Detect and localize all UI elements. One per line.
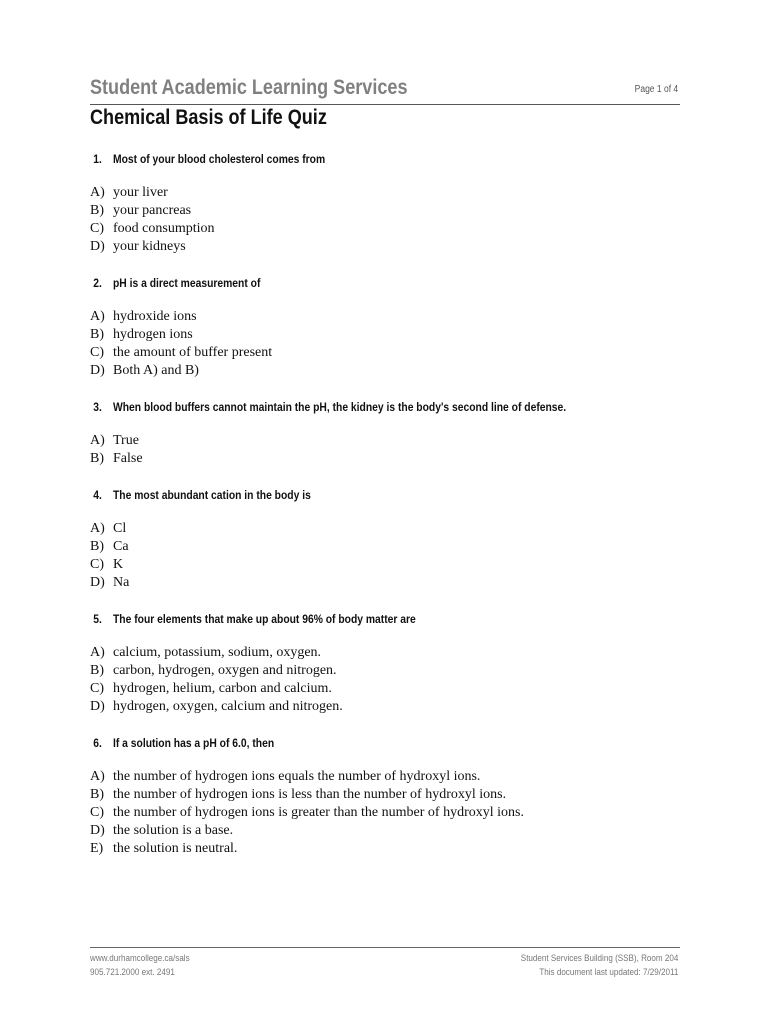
answer-option: [90, 663, 337, 679]
footer-website: www.durhamcollege.ca/sals: [90, 953, 190, 964]
option-text: the number of hydrogen ions is less than the number of hydroxyl ions.: [113, 787, 507, 802]
answer-option: [90, 787, 507, 803]
option-text: hydrogen, helium, carbon and calcium.: [113, 681, 332, 696]
option-letter: B): [90, 203, 104, 218]
answer-option: [90, 433, 139, 449]
answer-option: [90, 327, 193, 343]
option-letter: C): [90, 557, 104, 572]
footer-phone: 905.721.2000 ext. 2491: [90, 967, 175, 978]
question-text: [93, 736, 275, 750]
footer-info: [520, 952, 678, 980]
option-letter: B): [90, 787, 104, 802]
option-letter: C): [90, 805, 104, 820]
footer-location: Student Services Building (SSB), Room 204: [520, 953, 678, 964]
question-number: 1.: [93, 152, 102, 166]
option-text: K: [113, 557, 124, 572]
answer-option: [90, 805, 524, 821]
option-letter: B): [90, 663, 104, 678]
question-number: 2.: [93, 276, 102, 290]
answer-option: [90, 363, 199, 379]
option-letter: C): [90, 681, 104, 696]
answer-option: [90, 451, 143, 467]
answer-option: [90, 345, 273, 361]
option-letter: E): [90, 841, 104, 856]
question-prompt: Most of your blood cholesterol comes from: [113, 152, 326, 166]
option-text: Na: [113, 575, 130, 590]
option-text: the number of hydrogen ions equals the number of hydroxyl ions.: [113, 769, 481, 784]
question-prompt: When blood buffers cannot maintain the pH, the kidney is the body's second line of defense.: [113, 400, 567, 414]
option-text: False: [113, 451, 143, 466]
question-number: 6.: [93, 736, 102, 750]
answer-option: [90, 221, 215, 237]
answer-option: [90, 203, 192, 219]
document-title: Chemical Basis of Life Quiz: [90, 106, 327, 129]
footer-contact: [90, 952, 190, 980]
answer-option: [90, 309, 197, 325]
option-text: hydrogen, oxygen, calcium and nitrogen.: [113, 699, 343, 714]
option-letter: B): [90, 539, 104, 554]
option-text: the amount of buffer present: [113, 345, 273, 360]
option-text: your pancreas: [113, 203, 192, 218]
option-text: the number of hydrogen ions is greater than the number of hydroxyl ions.: [113, 805, 524, 820]
option-letter: D): [90, 575, 105, 590]
question-text: [93, 488, 311, 502]
option-text: your kidneys: [113, 239, 186, 254]
footer-updated: This document last updated: 7/29/2011: [538, 967, 678, 978]
page-footer: [90, 947, 680, 988]
answer-option: [90, 539, 129, 555]
option-letter: C): [90, 221, 104, 236]
answer-option: [90, 841, 238, 857]
option-text: Both A) and B): [113, 363, 199, 378]
answer-option: [90, 557, 124, 573]
option-letter: A): [90, 433, 105, 448]
option-letter: B): [90, 327, 104, 342]
question-text: [93, 152, 326, 166]
question-number: 5.: [93, 612, 102, 626]
option-letter: B): [90, 451, 104, 466]
answer-option: [90, 239, 186, 255]
answer-option: [90, 769, 481, 785]
option-text: Ca: [113, 539, 129, 554]
question-prompt: If a solution has a pH of 6.0, then: [113, 736, 275, 750]
option-text: the solution is neutral.: [113, 841, 238, 856]
page-header: [90, 74, 680, 105]
question-number: 4.: [93, 488, 102, 502]
option-letter: A): [90, 645, 105, 660]
option-letter: A): [90, 185, 105, 200]
option-text: food consumption: [113, 221, 215, 236]
question-prompt: pH is a direct measurement of: [113, 276, 261, 290]
option-text: the solution is a base.: [113, 823, 234, 838]
answer-option: [90, 681, 332, 697]
question-text: [93, 612, 416, 626]
answer-option: [90, 575, 130, 591]
option-letter: D): [90, 363, 105, 378]
organization-name: Student Academic Learning Services: [90, 76, 408, 99]
question-number: 3.: [93, 400, 102, 414]
option-letter: A): [90, 521, 105, 536]
option-letter: A): [90, 309, 105, 324]
answer-option: [90, 699, 343, 715]
question-prompt: The most abundant cation in the body is: [113, 488, 311, 502]
answer-option: [90, 645, 322, 661]
option-text: Cl: [113, 521, 127, 536]
option-letter: A): [90, 769, 105, 784]
question-text: [93, 400, 567, 414]
option-text: your liver: [113, 185, 168, 200]
question-prompt: The four elements that make up about 96% of body matter are: [113, 612, 416, 626]
answer-option: [90, 823, 234, 839]
option-text: hydroxide ions: [113, 309, 197, 324]
option-letter: C): [90, 345, 104, 360]
option-text: hydrogen ions: [113, 327, 193, 342]
question-text: [93, 276, 261, 290]
option-text: carbon, hydrogen, oxygen and nitrogen.: [113, 663, 337, 678]
answer-option: [90, 185, 168, 201]
option-letter: D): [90, 239, 105, 254]
option-text: True: [113, 433, 139, 448]
option-letter: D): [90, 823, 105, 838]
option-letter: D): [90, 699, 105, 714]
option-text: calcium, potassium, sodium, oxygen.: [113, 645, 322, 660]
page-number: Page 1 of 4: [634, 84, 678, 95]
answer-option: [90, 521, 127, 537]
